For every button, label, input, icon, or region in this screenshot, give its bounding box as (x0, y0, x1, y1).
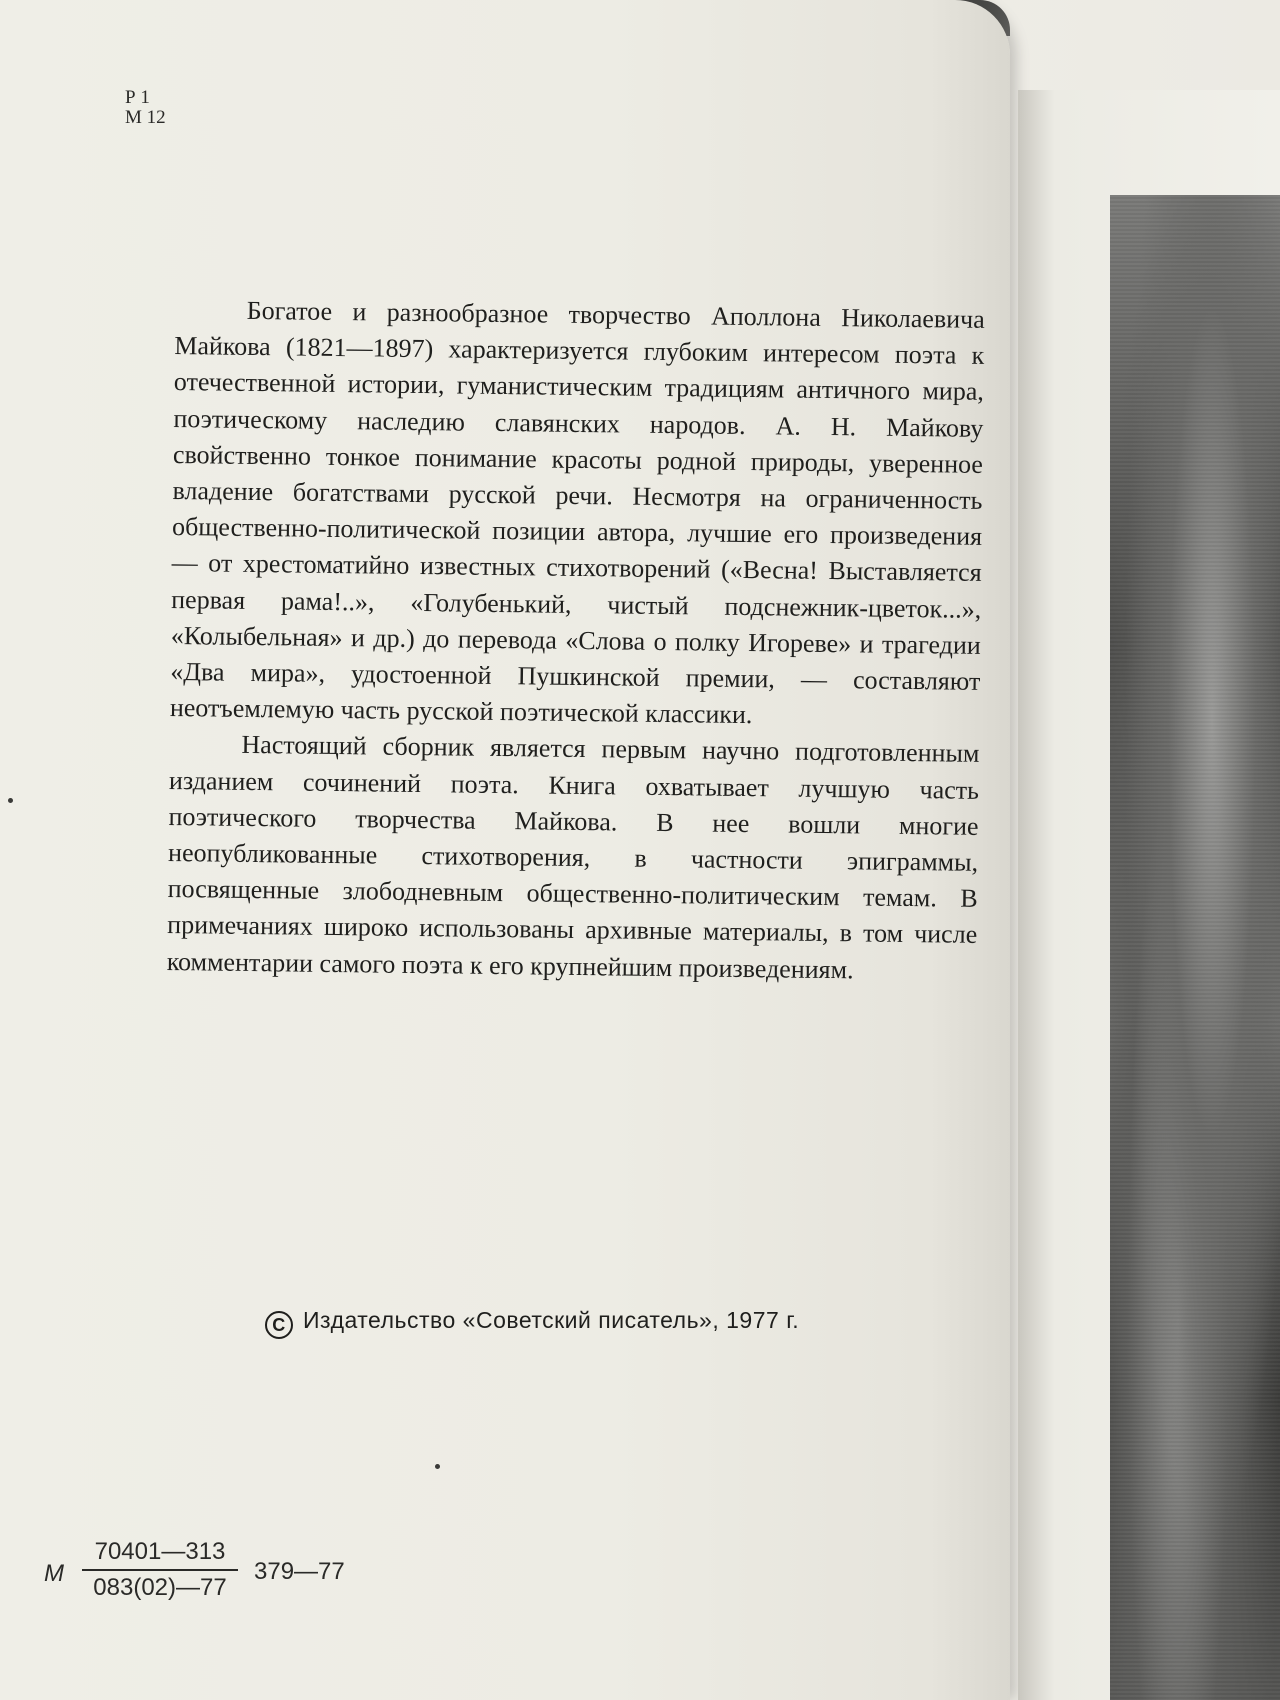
imprint-numerator: 70401—313 (82, 1538, 238, 1571)
imprint-order-number: 379—77 (254, 1558, 345, 1585)
copyright-text: Издательство «Советский писатель», 1977 г. (303, 1307, 800, 1333)
frontispiece-portrait (1110, 195, 1280, 1700)
paper-speck (435, 1464, 440, 1469)
copyright-icon: С (265, 1311, 293, 1339)
imprint-fraction (82, 1538, 238, 1602)
classification-line-2: М 12 (125, 107, 166, 128)
imprint-letter: М (44, 1560, 64, 1587)
classification-code (125, 88, 166, 128)
paper-speck (8, 798, 13, 803)
copyright-line (265, 1307, 799, 1339)
annotation-paragraph-2: Настоящий сборник является первым научно подготовленным изданием сочинений поэта. Книга охватывает лучшую часть поэтического творчества Майкова. В нее вошли многие неопубликованные стихотворения, в частности эпиграммы, посвященные злободневным общественно-политическим темам. В примечаниях широко использованы архивные материалы, в том числе комментарии самого поэта к его крупнейшим произведениям. (166, 730, 980, 984)
classification-line-1: Р 1 (125, 87, 150, 108)
annotation-text (167, 292, 985, 990)
imprint-denominator: 083(02)—77 (93, 1574, 227, 1601)
annotation-paragraph-1: Богатое и разнообразное творчество Аполлона Николаевича Майкова (1821—1897) характеризуется глубоким интересом поэта к отечественной истории, гуманистическим традициям античного мира, поэтическому наследию славянских народов. А. Н. Майкову свойственно тонкое понимание красоты родной природы, уверенное владение богатствами русской речи. Несмотря на ограниченность общественно-политической позиции автора, лучшие его произведения — от хрестоматийно известных стихотворений («Весна! Выставляется первая рама!..», «Голубенький, чистый подснежник-цветок...», «Колыбельная» и др.) до перевода «Слова о полку Игореве» и трагедии «Два мира», удостоенной Пушкинской премии, — составляют неотъемлемую часть русской поэтической классики. (169, 295, 985, 730)
